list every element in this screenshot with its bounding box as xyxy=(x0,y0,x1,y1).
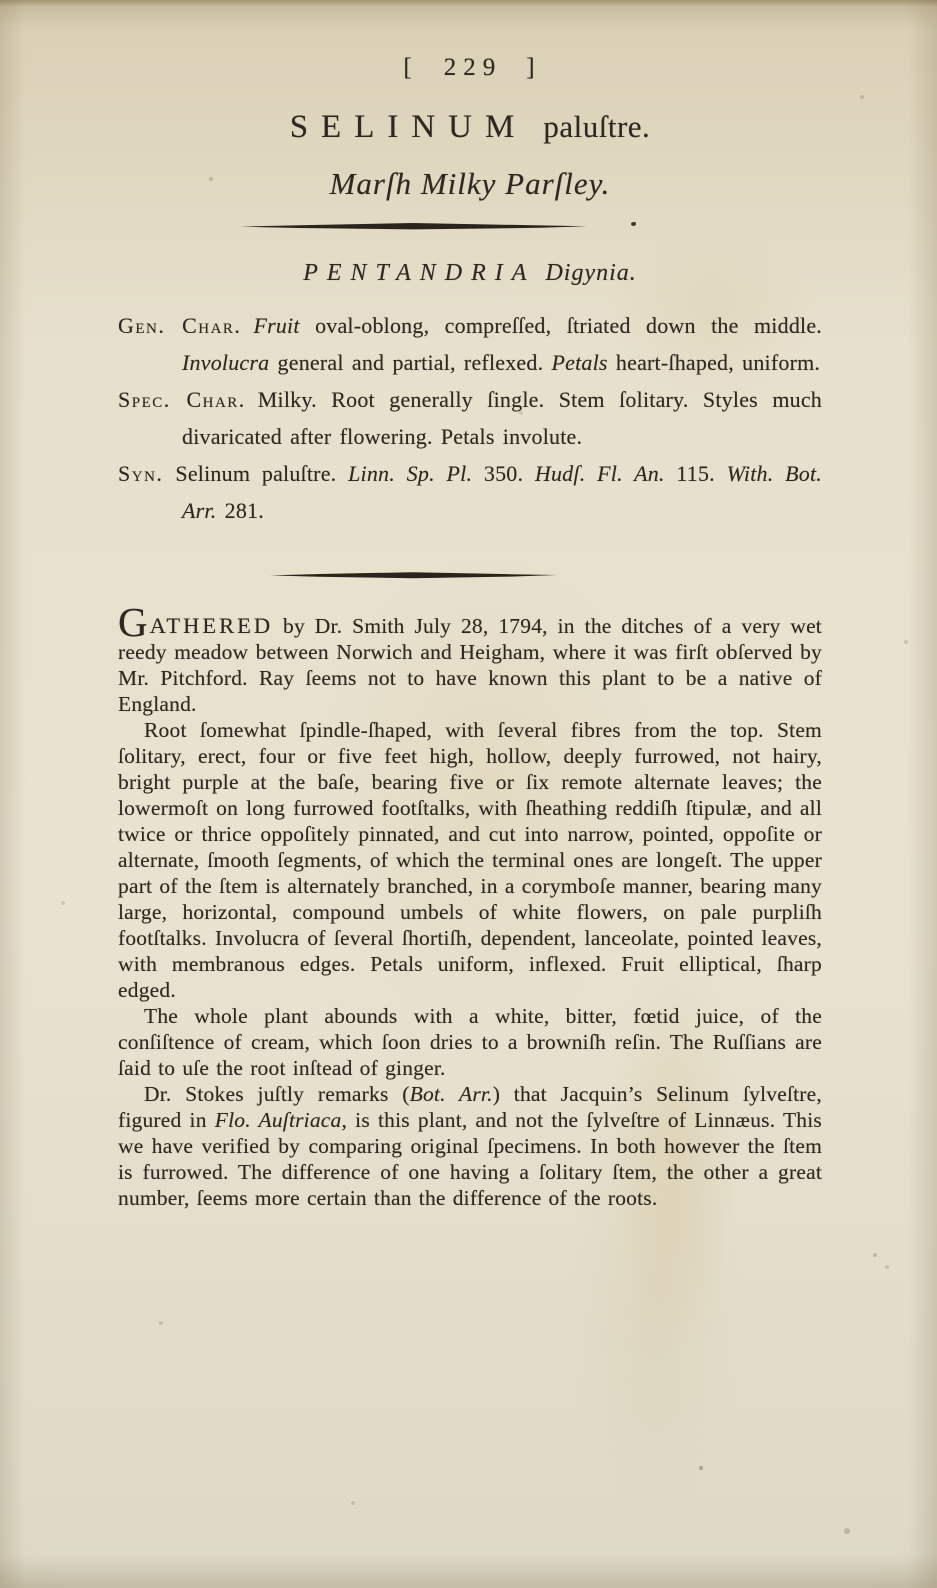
swelled-rule-divider-2 xyxy=(118,571,822,580)
ink-dot xyxy=(631,222,636,226)
juice-paragraph xyxy=(118,1003,822,1081)
text-segment: ATHERED xyxy=(149,613,274,638)
text-segment: 350. xyxy=(472,461,535,486)
description-text xyxy=(118,599,822,1211)
swelled-rule-divider xyxy=(118,222,822,231)
text-segment: Milky. Root generally ſingle. Stem ſolitary. Styles much divaricated after flowering. Petals involute. xyxy=(182,387,822,449)
character-section xyxy=(118,307,822,529)
text-segment: heart-ſhaped, uniform. xyxy=(607,350,821,375)
text-segment: Syn. xyxy=(118,461,164,486)
text-segment: Bot. Arr. xyxy=(409,1082,493,1106)
text-segment: Linn. Sp. Pl. xyxy=(348,461,473,486)
gen-char-paragraph xyxy=(118,307,822,381)
paper-speckles xyxy=(0,0,2,2)
species-epithet: paluſtre. xyxy=(543,109,651,144)
text-segment: With. Bot. Arr. xyxy=(182,461,822,523)
text-segment: Petals xyxy=(551,350,608,375)
text-segment: Selinum paluſtre. xyxy=(175,461,349,486)
text-segment: G xyxy=(118,599,150,645)
text-segment: Digynia. xyxy=(545,260,637,286)
synonym-paragraph xyxy=(118,455,822,529)
text-segment: Hudſ. Fl. An. xyxy=(534,461,665,486)
page-number-value: 229 xyxy=(443,54,503,81)
text-segment: ) that Jacquin’s Selinum ſylveſtre, figured in xyxy=(118,1082,822,1132)
species-title xyxy=(118,108,822,146)
root-paragraph xyxy=(118,717,822,1003)
text-segment: 281. xyxy=(216,498,264,523)
text-segment: Fruit xyxy=(253,313,300,338)
text-segment: oval-oblong, compreſſed, ſtriated down the middle. xyxy=(299,313,822,338)
text-segment: general and partial, reflexed. xyxy=(269,350,552,375)
page-content xyxy=(118,0,822,1211)
swelled-rule-icon xyxy=(240,222,587,231)
text-segment: Flo. Auſtriaca xyxy=(214,1108,342,1132)
stokes-paragraph xyxy=(118,1081,822,1211)
text-segment: by Dr. Smith July 28, 1794, in the ditches of a very wet reedy meadow between Norwich and Heigham, where it was firſt obſerved by Mr. Pitchford. Ray ſeems not to have known this plant to be a native of England. xyxy=(118,614,822,716)
page-number-bracket-right: ] xyxy=(526,54,537,81)
spec-char-paragraph xyxy=(118,381,822,455)
text-segment: 115. xyxy=(664,461,727,486)
page-number xyxy=(118,0,822,82)
text-segment: Spec. Char. xyxy=(118,387,246,412)
text-segment: , is this plant, and not the ſylveſtre of Linnæus. This we have verified by comparing original ſpecimens. In both however the ſtem is furrowed. The difference of one having a ſolitary ſtem, the other a great number, ſeems more certain than the difference of the roots. xyxy=(118,1108,822,1210)
text-segment: PENTANDRIA xyxy=(303,260,536,286)
text-segment: Root ſomewhat ſpindle-ſhaped, with ſeveral fibres from the top. Stem ſolitary, erect, four or five feet high, hollow, deeply furrowed, not hairy, bright purple at the baſe, bearing five or ſix remote alternate leaves; the lowermoſt on long furrowed footſtalks, with ſheathing reddiſh ſtipulæ, and all twice or thrice oppoſitely pinnated, and cut into narrow, pointed, oppoſite or alternate, ſmooth ſegments, of which the terminal ones are longeſt. The upper part of the ſtem is alternately branched, in a corymboſe manner, bearing many large, horizontal, compound umbels of white flowers, on pale purpliſh footſtalks. Involucra of ſeveral ſhortiſh, dependent, lanceolate, pointed leaves, with membranous edges. Petals uniform, inflexed. Fruit elliptical, ſharp edged. xyxy=(118,718,822,1002)
text-segment: Involucra xyxy=(182,350,270,375)
swelled-rule-icon xyxy=(270,571,557,580)
common-name: Marſh Milky Parſley. xyxy=(329,166,611,201)
gathered-paragraph xyxy=(118,599,822,717)
text-segment: Gen. Char. xyxy=(118,313,242,338)
taxonomy-line xyxy=(118,258,822,288)
text-segment: Dr. Stokes juſtly remarks ( xyxy=(144,1082,410,1106)
genus-name: SELINUM xyxy=(289,109,528,145)
text-segment: The whole plant abounds with a white, bitter, fœtid juice, of the conſiſtence of cream, which ſoon dries to a browniſh reſin. The Ruſſians are ſaid to uſe the root inſtead of ginger. xyxy=(118,1004,822,1080)
page-number-bracket-left: [ xyxy=(403,54,414,81)
